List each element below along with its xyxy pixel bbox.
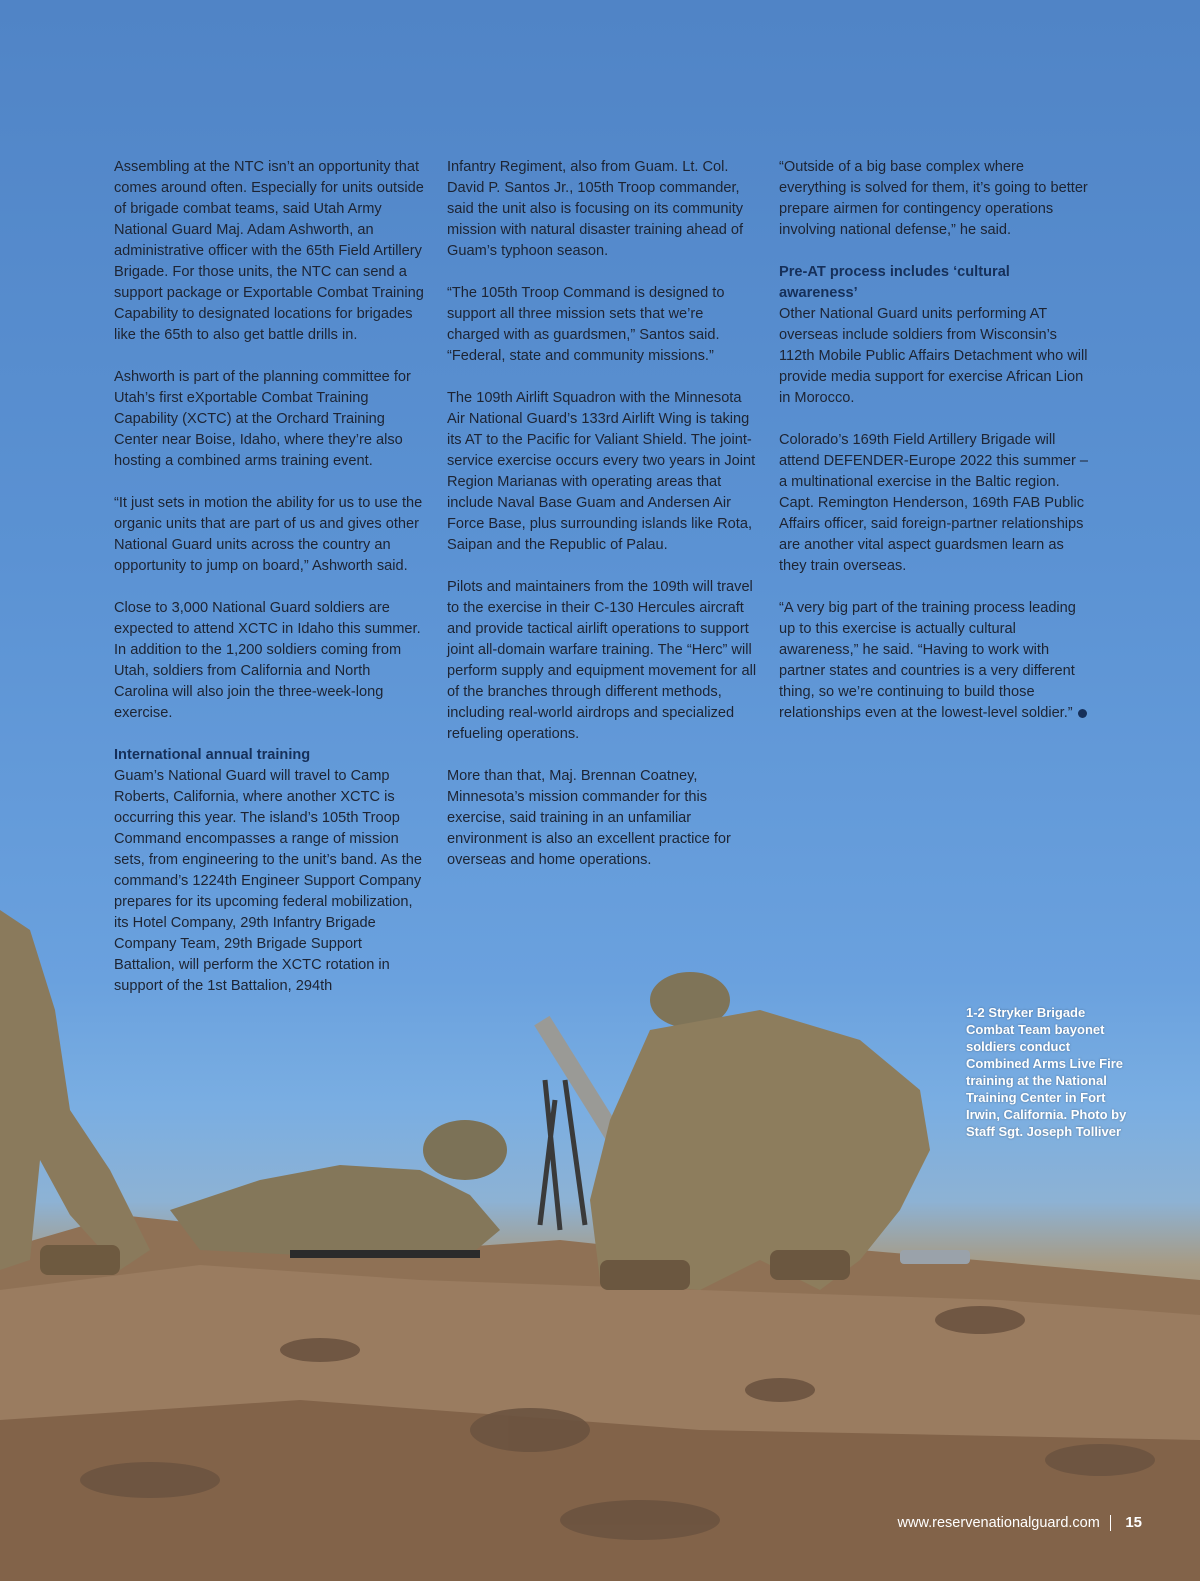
- photo-caption: 1-2 Stryker Brigade Combat Team bayonet soldiers conduct Combined Arms Live Fire training at the National Training Center in Fort Irwin, California. Photo by Staff Sgt. Joseph Tolliver: [966, 1005, 1127, 1139]
- paragraph: Pilots and maintainers from the 109th will travel to the exercise in their C-130 Hercules aircraft and provide tactical airlift operations to support joint all-domain warfare training. The “Herc” will perform supply and equipment movement for all of the branches through different methods, including real-world airdrops and specialized refueling operations.: [447, 579, 757, 742]
- paragraph: “Outside of a big base complex where everything is solved for them, it’s going to better prepare airmen for contingency operations involving national defense,” he said.: [779, 159, 1088, 238]
- paragraph-text: “A very big part of the training process leading up to this exercise is actually cultural awareness,” he said. “Having to work with partner states and countries is a very different thing, so we’re continuing to build those relationships even at the lowest-level soldier.”: [779, 600, 1076, 721]
- section-heading: Pre-AT process includes ‘cultural awareness’: [779, 264, 1010, 301]
- text-column-1: [114, 157, 426, 1018]
- paragraph: “It just sets in motion the ability for us to use the organic units that are part of us and gives other National Guard units across the country an opportunity to jump on board,” Ashworth said.: [114, 495, 423, 574]
- footer-divider: [1110, 1515, 1112, 1531]
- paragraph: “The 105th Troop Command is designed to support all three mission sets that we’re charged with as guardsmen,” Santos said. “Federal, state and community missions.”: [447, 285, 725, 364]
- closing-paragraph: [779, 598, 1089, 724]
- paragraph: Guam’s National Guard will travel to Camp Roberts, California, where another XCTC is occurring this year. The island’s 105th Troop Command encompasses a range of mission sets, from engineering to the unit’s band. As the command’s 1224th Engineer Support Company prepares for its upcoming federal mobilization, its Hotel Company, 29th Infantry Brigade Company Team, 29th Brigade Support Battalion, will perform the XCTC rotation in support of the 1st Battalion, 294th: [114, 768, 423, 994]
- text-column-3: [779, 157, 1089, 745]
- paragraph: Other National Guard units performing AT overseas include soldiers from Wisconsin’s 112th Mobile Public Affairs Detachment who will provide media support for exercise African Lion in Morocco.: [779, 306, 1088, 406]
- soldier-crouching: [590, 972, 970, 1290]
- text-column-2: [447, 157, 759, 892]
- paragraph: Infantry Regiment, also from Guam. Lt. Col. David P. Santos Jr., 105th Troop commander, said the unit also is focusing on its community mission with natural disaster training ahead of Guam’s typhoon season.: [447, 159, 744, 259]
- page-number: 15: [1125, 1514, 1142, 1531]
- end-mark-icon: [1078, 709, 1087, 718]
- paragraph: Assembling at the NTC isn’t an opportunity that comes around often. Especially for units outside of brigade combat teams, said Utah Army National Guard Maj. Adam Ashworth, an administrative officer with the 65th Field Artillery Brigade. For those units, the NTC can send a support package or Exportable Combat Training Capability to designated locations for brigades like the 65th to also get battle drills in.: [114, 159, 424, 343]
- section-heading: International annual training: [114, 747, 311, 763]
- paragraph: More than that, Maj. Brennan Coatney, Minnesota’s mission commander for this exercise, said training in an unfamiliar environment is also an excellent practice for overseas and home operations.: [447, 768, 731, 868]
- soldier-prone: [170, 1120, 507, 1258]
- paragraph: Colorado’s 169th Field Artillery Brigade will attend DEFENDER-Europe 2022 this summer – a multinational exercise in the Baltic region. Capt. Remington Henderson, 169th FAB Public Affairs officer, said foreign-partner relationships are another vital aspect guardsmen learn as they train overseas.: [779, 432, 1089, 574]
- footer-url[interactable]: www.reservenationalguard.com: [897, 1515, 1100, 1531]
- paragraph: Ashworth is part of the planning committee for Utah’s first eXportable Combat Training Capability (XCTC) at the Orchard Training Center near Boise, Idaho, where they’re also hosting a combined arms training event.: [114, 369, 411, 469]
- paragraph: The 109th Airlift Squadron with the Minnesota Air National Guard’s 133rd Airlift Wing is taking its AT to the Pacific for Valiant Shield. The joint-service exercise occurs every two years in Joint Region Marianas with operating areas that include Naval Base Guam and Andersen Air Force Base, plus surrounding islands like Rota, Saipan and the Republic of Palau.: [447, 390, 756, 553]
- paragraph: Close to 3,000 National Guard soldiers are expected to attend XCTC in Idaho this summer. In addition to the 1,200 soldiers coming from Utah, soldiers from California and North Carolina will also join the three-week-long exercise.: [114, 600, 421, 721]
- page-footer: [898, 1514, 1142, 1532]
